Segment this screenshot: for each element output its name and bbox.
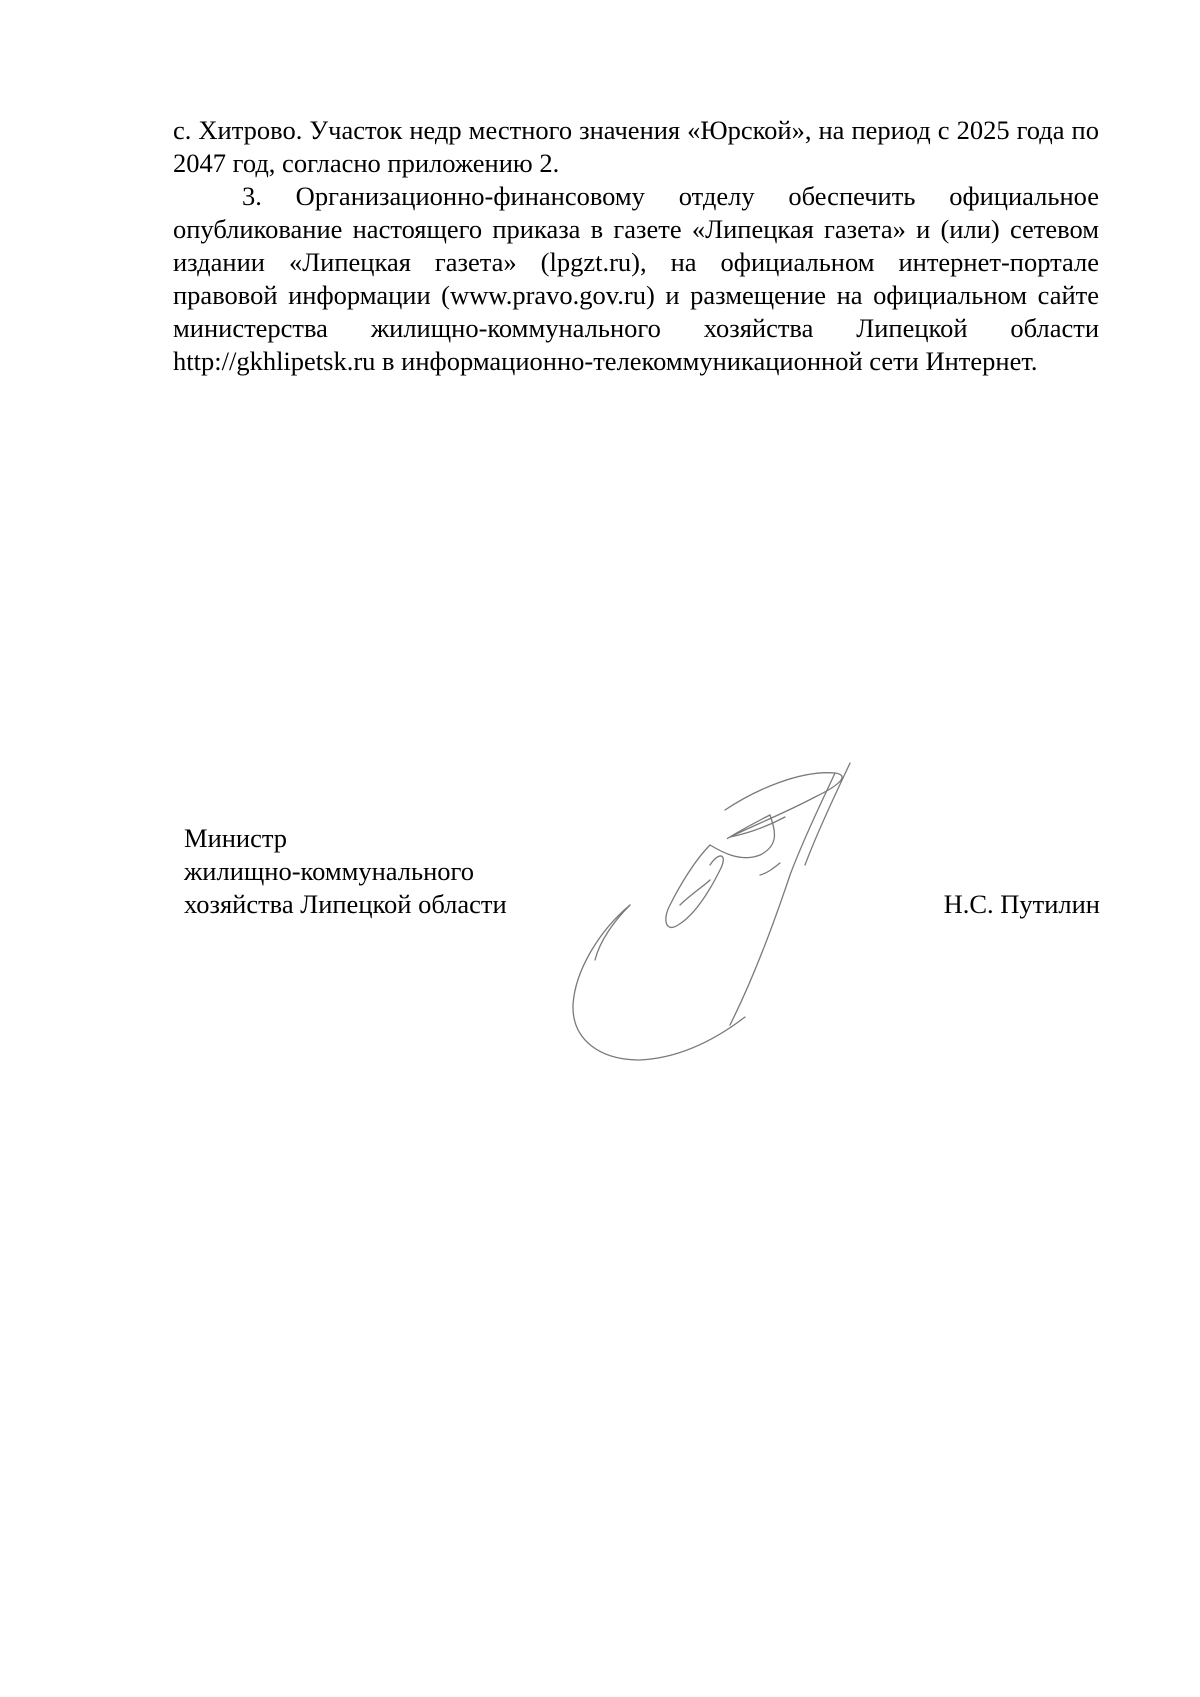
paragraph-item-3: 3. Организационно-финансовому отделу обеспечить официальное опубликование настоящего приказа в газете «Липецкая газета» и (или) сетевом издании «Липецкая газета» (lpgzt.ru), на официальном интернет-портале правовой информации (www.pravo.gov.ru) и размещение на официальном сайте министерства жилищно-коммунального хозяйства Липецкой области http://gkhlipetsk.ru в информационно-телекоммуникационной сети Интернет. (173, 181, 1099, 376)
handwritten-signature (570, 755, 900, 1065)
document-body (173, 114, 1099, 378)
position-line: Министр (184, 823, 288, 853)
paragraph-continuation: с. Хитрово. Участок недр местного значения «Юрской», на период с 2025 года по 2047 год, согласно приложению 2. (173, 115, 1099, 178)
position-line: жилищно-коммунального (184, 856, 474, 886)
signatory-name: Н.С. Путилин (943, 889, 1100, 919)
signatory-position (184, 822, 507, 921)
position-line: хозяйства Липецкой области (184, 889, 507, 919)
